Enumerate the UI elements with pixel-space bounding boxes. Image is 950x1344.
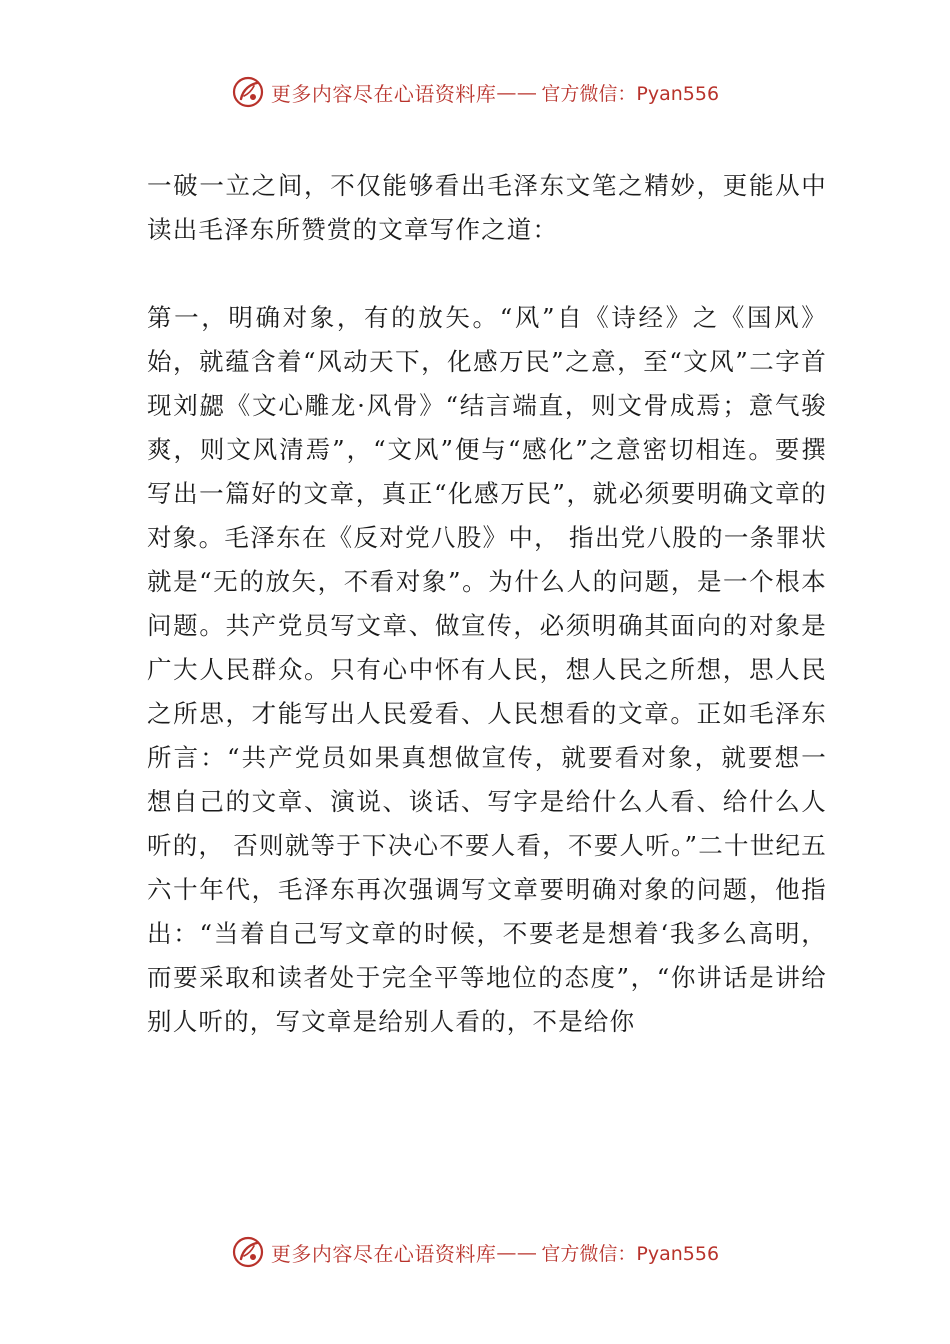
paragraph-intro: 一破一立之间，不仅能够看出毛泽东文笔之精妙，更能从中读出毛泽东所赞赏的文章写作之道： <box>147 171 827 244</box>
page-header-banner <box>0 72 950 112</box>
brand-logo-icon <box>231 1235 265 1269</box>
brand-logo-icon <box>231 75 265 109</box>
paragraph-gap <box>147 252 827 296</box>
page-footer-banner <box>0 1232 950 1272</box>
header-separator: —— <box>496 80 538 104</box>
document-body <box>147 164 827 1044</box>
paragraph-first-point: 第一，明确对象，有的放矢。“风”自《诗经》之《国风》始，就蕴含着“风动天下，化感万民”之意，至“文风”二字首现刘勰《文心雕龙·风骨》“结言端直，则文骨成焉；意气骏爽，则文风清焉”，“文风”便与“感化”之意密切相连。要撰写出一篇好的文章，真正“化感万民”，就必须要明确文章的对象。毛泽东在《反对党八股》中， 指出党八股的一条罪状就是“无的放矢，不看对象”。为什么人的问题，是一个根本问题。共产党员写文章、做宣传，必须明确其面向的对象是广大人民群众。只有心中怀有人民，想人民之所想，思人民之所思，才能写出人民爱看、人民想看的文章。正如毛泽东所言：“共产党员如果真想做宣传，就要看对象，就要想一想自己的文章、演说、谈话、写字是给什么人看、给什么人听的， 否则就等于下决心不要人看，不要人听。”二十世纪五六十年代，毛泽东再次强调写文章要明确对象的问题，他指出：“当着自己写文章的时候，不要老是想着‘我多么高明，而要采取和读者处于完全平等地位的态度”，“你讲话是讲给别人听的，写文章是给别人看的，不是给你 <box>147 303 827 1036</box>
footer-wechat: 官方微信：Pyan556 <box>541 1242 720 1265</box>
footer-title: 更多内容尽在心语资料库 <box>270 1241 497 1266</box>
footer-separator: —— <box>496 1240 538 1264</box>
header-title: 更多内容尽在心语资料库 <box>270 81 497 106</box>
header-wechat: 官方微信：Pyan556 <box>541 82 720 105</box>
